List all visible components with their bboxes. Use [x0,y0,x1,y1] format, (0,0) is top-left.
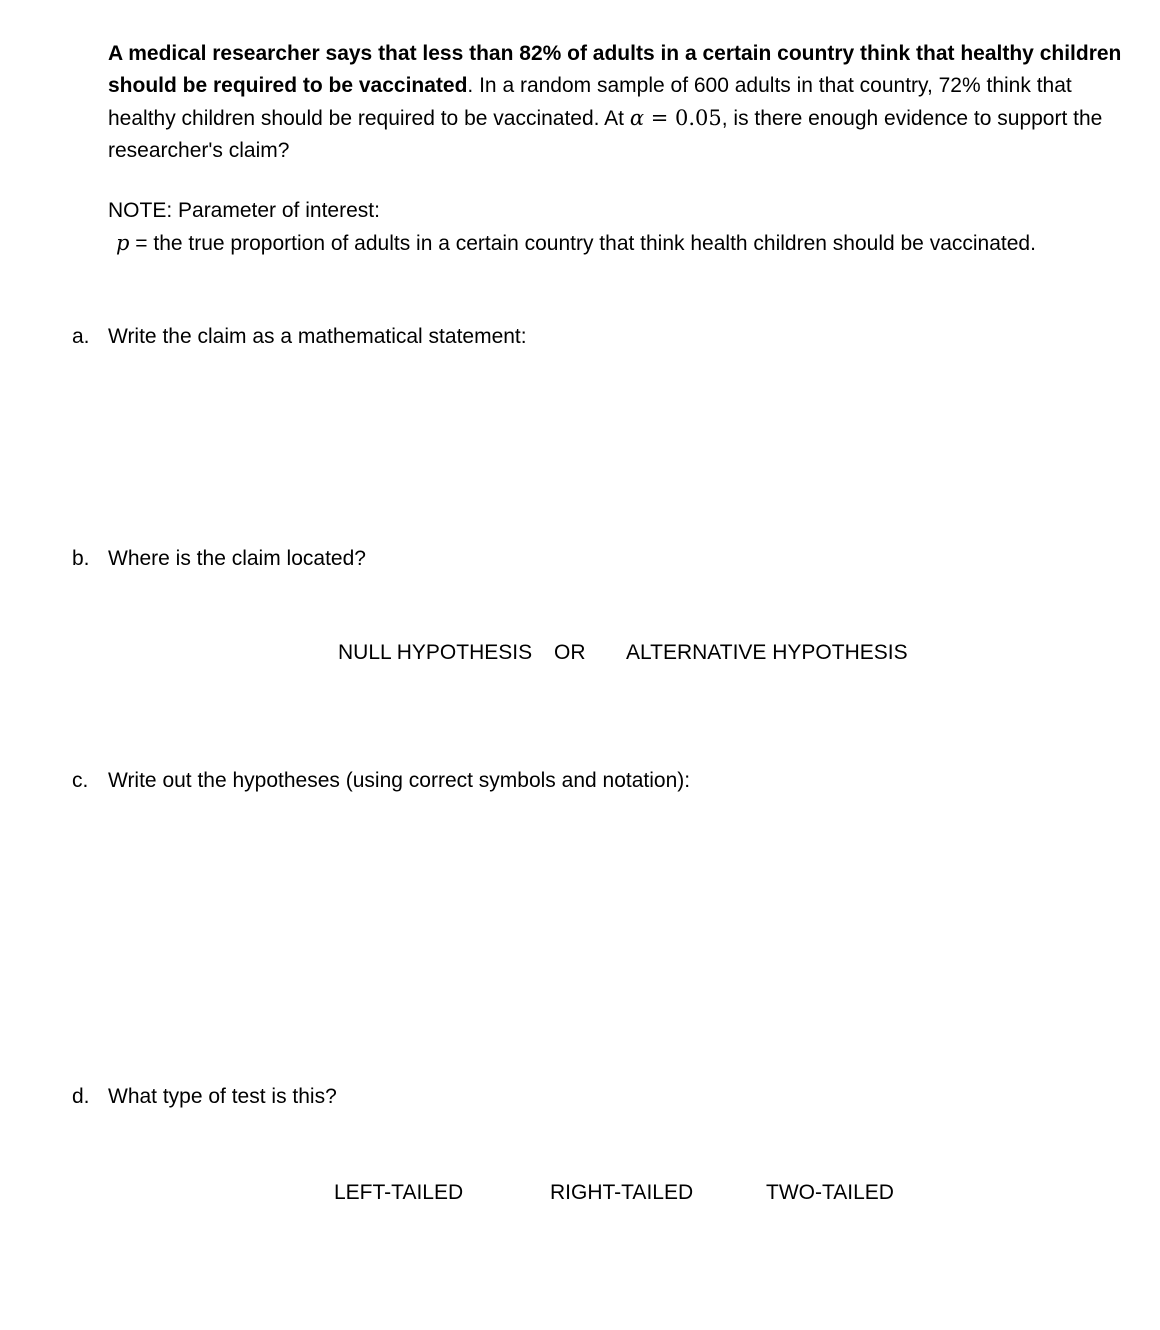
problem-text-1: . In a random sample of 600 adults in that country, 72% think that healthy children should be required to be vaccinated. At [108,74,1072,130]
question-c [72,769,690,793]
question-text: Write the claim as a mathematical statement: [108,325,527,348]
question-letter: d. [72,1085,90,1108]
note-title: NOTE: Parameter of interest: [108,199,380,222]
or-label: OR [554,641,586,664]
null-hypothesis-choice: NULL HYPOTHESIS [338,641,533,664]
question-letter: a. [72,325,90,348]
question-letter: c. [72,769,89,792]
question-text: Write out the hypotheses (using correct symbols and notation): [108,769,691,792]
question-a [72,325,527,349]
problem-statement [108,38,1128,167]
question-text: What type of test is this? [108,1085,337,1108]
question-letter: b. [72,547,90,570]
question-b [72,547,366,571]
alternative-hypothesis-choice: ALTERNATIVE HYPOTHESIS [626,641,908,664]
question-d [72,1085,337,1109]
question-text: Where is the claim located? [108,547,366,570]
parameter-text: = the true proportion of adults in a certain country that think health children should be vaccinated. [129,232,1036,255]
right-tailed-choice: RIGHT-TAILED [550,1181,694,1204]
problem-text-2: , is there enough evidence to support the researcher's claim? [108,107,1103,162]
two-tailed-choice: TWO-TAILED [766,1181,894,1204]
claim-text: A medical researcher says that less than 82% of adults in a certain country think that healthy children should be required to be vaccinated [108,42,1122,97]
parameter-definition [116,231,1036,256]
left-tailed-choice: LEFT-TAILED [334,1181,464,1204]
alpha-value: = 0.05 [644,106,722,130]
parameter-symbol: p [116,231,130,255]
alpha-symbol: α [629,106,645,130]
